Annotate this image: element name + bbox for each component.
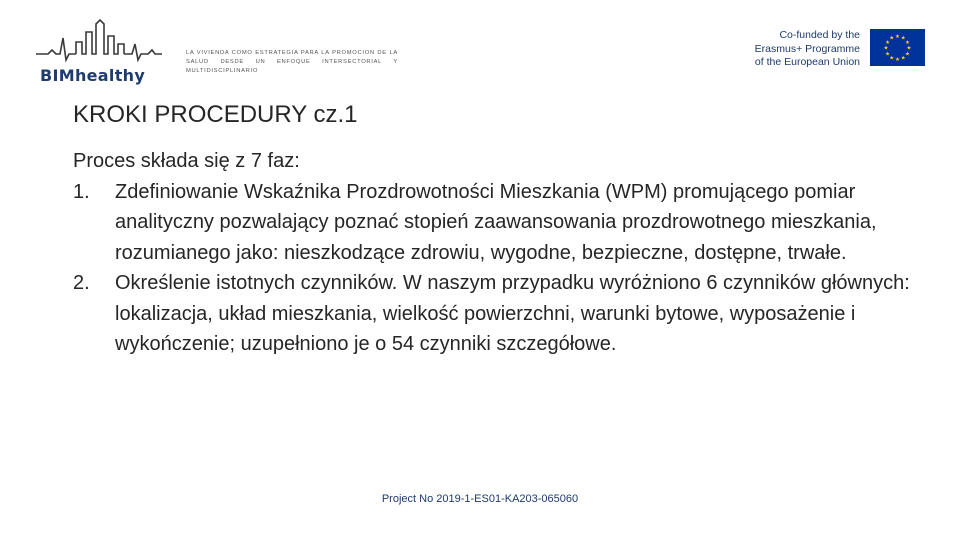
eu-star-icon: ★ <box>906 45 912 52</box>
slide-title: KROKI PROCEDURY cz.1 <box>73 101 358 128</box>
eu-star-icon: ★ <box>904 51 910 58</box>
project-number: Project No 2019-1-ES01-KA203-065060 <box>381 493 579 505</box>
eu-line-3: of the European Union <box>754 56 860 68</box>
eu-star-icon: ★ <box>900 35 906 42</box>
eu-star-icon: ★ <box>889 55 895 62</box>
eu-star-icon: ★ <box>883 45 889 52</box>
list-item-number: 1. <box>73 180 90 203</box>
city-heartbeat-icon <box>34 14 164 66</box>
eu-line-2: Erasmus+ Programme <box>754 42 860 55</box>
list-item-text: Zdefiniowanie Wskaźnika Prozdrowotności Mieszkania (WPM) promującego pomiar analityczny pozwalający poznać stopień zaawansowania prozdrowotnego mieszkania, rozumianego jako: nieszkodzące zdrowiu, wygodne, bezpieczne, dostępne, trwałe. <box>115 180 877 264</box>
eu-star-icon: ★ <box>885 51 891 58</box>
eu-star-icon: ★ <box>895 34 900 40</box>
eu-star-icon: ★ <box>904 39 910 46</box>
eu-cofunding-text <box>660 29 860 70</box>
slide-body <box>73 146 923 360</box>
procedure-steps-list <box>73 177 923 360</box>
list-item-text: Określenie istotnych czynników. W naszym przypadku wyróżniono 6 czynników głównych: lokalizacja, układ mieszkania, wielkość powierzchni, warunki bytowe, wyposażenie i wykończenie; uzupełniono je o 54 czynniki szczegółowe. <box>115 272 910 355</box>
eu-star-icon: ★ <box>900 55 906 62</box>
eu-star-icon: ★ <box>885 39 891 46</box>
list-item-number: 2. <box>73 272 90 294</box>
list-item <box>73 268 923 360</box>
list-item <box>73 177 923 269</box>
logo-tagline: LA VIVIENDA COMO ESTRATEGIA PARA LA PROMOCION DE LA SALUD DESDE UN ENFOQUE INTERSECTORIAL Y MULTIDISCIPLINARIO <box>186 50 398 74</box>
eu-flag-icon <box>870 29 925 66</box>
intro-text: Proces składa się z 7 faz: <box>73 150 300 172</box>
logo-wordmark: BIMhealthy <box>40 66 146 85</box>
eu-star-icon: ★ <box>889 35 895 42</box>
eu-star-icon: ★ <box>895 57 900 63</box>
eu-line-1: Co-funded by the <box>779 29 860 41</box>
bimhealthy-logo <box>34 14 164 86</box>
